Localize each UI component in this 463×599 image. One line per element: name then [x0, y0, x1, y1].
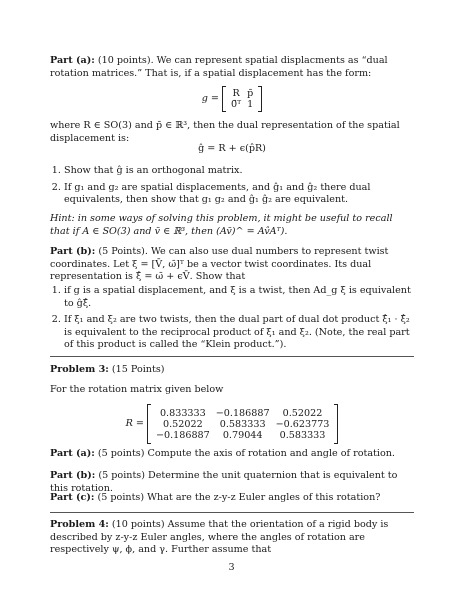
problem-3-heading: [50, 364, 414, 377]
g-matrix-equation: [50, 86, 414, 112]
rotation-matrix: [126, 404, 339, 444]
matrix-cell: −0.186887: [215, 407, 270, 419]
part-b-task-1: 1. if g is a spatial displacement, and ξ is a twist, then Ad_g ξ is equivalent to ĝξ̂.: [64, 285, 414, 310]
problem-4-title: Problem 4:: [50, 519, 109, 530]
problem-3-part-a: [50, 448, 414, 461]
g-m21: 0̄ᵀ: [231, 99, 242, 110]
matrix-cell: 0.52022: [163, 418, 203, 430]
part-a-intro: [50, 55, 414, 80]
matrix-cell: −0.623773: [275, 418, 330, 430]
hint-text: Hint: in some ways of solving this problem, it might be useful to recall that if A ∈ SO(3) and v̄ ∈ ℝ³, then (Av̄)^ = Av̂Aᵀ).: [50, 213, 393, 237]
problem-3-intro: For the rotation matrix given below: [50, 384, 224, 395]
rotation-matrix-body: [153, 408, 332, 441]
part-b-intro-text: (5 Points). We can also use dual numbers to represent twist coordinates. Let ξ = [V̄, ω̄]ᵀ be a vector twist coordinates. Its dual representation is ξ̂ = ω̄ + ϵV̄. Show that: [50, 246, 389, 283]
matrix-cell: 0.52022: [282, 407, 323, 419]
g-m11: R: [232, 88, 240, 99]
section-rule: [50, 356, 414, 357]
matrix-cell: 0.833333: [159, 407, 206, 419]
page-number: 3: [228, 562, 235, 573]
part-a-label: Part (a):: [50, 55, 95, 66]
problem-4: [50, 519, 414, 557]
problem-4-text: (10 points) Assume that the orientation of a rigid body is described by z-y-z Euler angles, where the angles of rotation are respectively ψ, ϕ, and γ. Further assume that: [50, 519, 389, 556]
rotation-matrix-lhs: R =: [125, 417, 144, 429]
g-lhs: g =: [201, 92, 219, 104]
left-bracket: [147, 404, 151, 444]
right-bracket: [334, 404, 338, 444]
problem-3-part-a-text: (5 points) Compute the axis of rotation and angle of rotation.: [94, 448, 395, 459]
problem-3-part-b-label: Part (b):: [50, 470, 96, 481]
part-a-task-2: 2. If g₁ and g₂ are spatial displacements, and ĝ₁ and ĝ₂ there dual equivalents, then show that g₁ g₂ and ĝ₁ ĝ₂ are equivalent.: [64, 182, 414, 207]
part-a-task-1: 1. Show that ĝ is an orthogonal matrix.: [64, 165, 414, 178]
problem-3-part-a-label: Part (a):: [50, 448, 95, 459]
right-bracket: [258, 86, 262, 112]
matrix-cell: 0.583333: [219, 418, 266, 430]
problem-3-title: Problem 3:: [50, 364, 109, 375]
g-m12: p̄: [247, 88, 254, 99]
problem-3-points: (15 Points): [108, 364, 165, 375]
part-a-tasks: [50, 165, 414, 211]
matrix-cell: 0.79044: [222, 429, 263, 441]
part-a-hint: [50, 213, 414, 238]
g-matrix-body: [228, 88, 256, 110]
section-rule: [50, 512, 414, 513]
part-b-label: Part (b):: [50, 246, 96, 257]
problem-3-part-c-label: Part (c):: [50, 492, 95, 503]
part-b-intro: [50, 246, 414, 284]
matrix-cell: 0.583333: [279, 429, 326, 441]
part-b-task-2: 2. If ξ₁ and ξ₂ are two twists, then the dual part of dual dot product ξ̂₁ · ξ̂₂ is equivalent to the reciprocal product of ξ₁ and ξ₂. (Note, the real part of this product is called the “Klein product.”).: [64, 314, 414, 352]
part-a-where: where R ∈ SO(3) and p̄ ∈ ℝ³, then the dual representation of the spatial displacement is:: [50, 120, 400, 144]
dual-representation-equation: ĝ = R + ϵ(p̂R): [198, 143, 266, 154]
problem-3-part-c: [50, 492, 414, 505]
problem-3-part-b-text: (5 points) Determine the unit quaternion that is equivalent to this rotation.: [50, 470, 398, 494]
g-matrix: [202, 86, 263, 112]
rotation-matrix-equation: [50, 404, 414, 444]
g-m22: 1: [247, 99, 254, 110]
part-a-intro-text: (10 points). We can represent spatial displacments as “dual rotation matrices.” That is, if a spatial displacement has the form:: [50, 55, 388, 79]
matrix-cell: −0.186887: [155, 429, 210, 441]
left-bracket: [222, 86, 226, 112]
problem-3-part-c-text: (5 points) What are the z-y-z Euler angles of this rotation?: [94, 492, 381, 503]
part-b-tasks: [50, 285, 414, 356]
